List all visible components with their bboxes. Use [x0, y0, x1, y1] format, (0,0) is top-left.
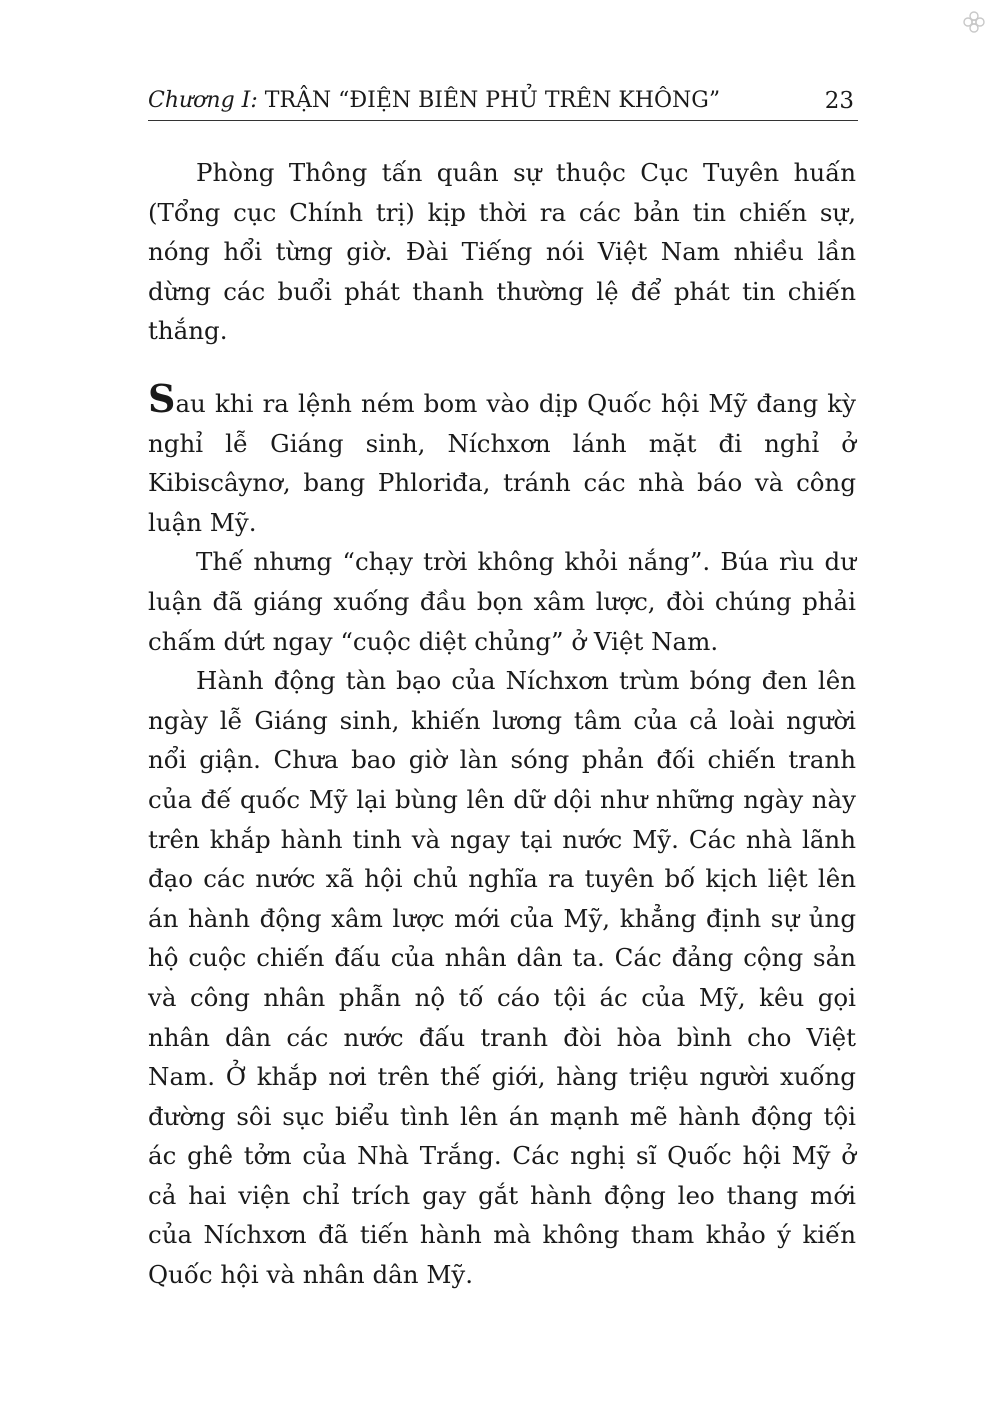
chapter-label: Chương I:: [148, 88, 258, 113]
intro-paragraph: Phòng Thông tấn quân sự thuộc Cục Tuyên huấn (Tổng cục Chính trị) kịp thời ra các bản tin chiến sự, nóng hổi từng giờ. Đài Tiếng nói Việt Nam nhiều lần dừng các buổi phát thanh thường lệ để phát tin chiến thắng.: [148, 158, 856, 346]
chapter-title: TRẬN “ĐIỆN BIÊN PHỦ TRÊN KHÔNG”: [264, 88, 721, 113]
body-paragraph: Hành động tàn bạo của Níchxơn trùm bóng đen lên ngày lễ Giáng sinh, khiến lương tâm của cả loài người nổi giận. Chưa bao giờ làn sóng phản đối chiến tranh của đế quốc Mỹ lại bùng lên dữ dội như những ngày này trên khắp hành tinh và ngay tại nước Mỹ. Các nhà lãnh đạo các nước xã hội chủ nghĩa ra tuyên bố kịch liệt lên án hành động xâm lược mới của Mỹ, khẳng định sự ủng hộ cuộc chiến đấu của nhân dân ta. Các đảng cộng sản và công nhân phẫn nộ tố cáo tội ác của Mỹ, kêu gọi nhân dân các nước đấu tranh đòi hòa bình cho Việt Nam. Ở khắp nơi trên thế giới, hàng triệu người xuống đường sôi sục biểu tình lên án mạnh mẽ hành động tội ác ghê tởm của Nhà Trắng. Các nghị sĩ Quốc hội Mỹ ở cả hai viện chỉ trích gay gắt hành động leo thang mới của Níchxơn đã tiến hành mà không tham khảo ý kiến Quốc hội và nhân dân Mỹ.: [148, 666, 856, 1290]
page-number: 23: [824, 88, 854, 114]
section-text-block: [148, 376, 856, 1295]
drop-cap-letter: S: [148, 376, 176, 421]
running-title: [148, 86, 720, 116]
running-header: [148, 86, 858, 121]
body-paragraph: Thế nhưng “chạy trời không khỏi nắng”. Búa rìu dư luận đã giáng xuống đầu bọn xâm lược, đòi chúng phải chấm dứt ngay “cuộc diệt chủng” ở Việt Nam.: [148, 547, 856, 656]
section-first-paragraph: [148, 376, 856, 542]
intro-text-block: [148, 153, 856, 351]
first-paragraph-text: au khi ra lệnh ném bom vào dịp Quốc hội Mỹ đang kỳ nghỉ lễ Giáng sinh, Níchxơn lánh mặt đi nghỉ ở Kibiscâynơ, bang Phloriđa, tránh các nhà báo và công luận Mỹ.: [148, 389, 856, 537]
flower-watermark-icon: [962, 10, 986, 34]
